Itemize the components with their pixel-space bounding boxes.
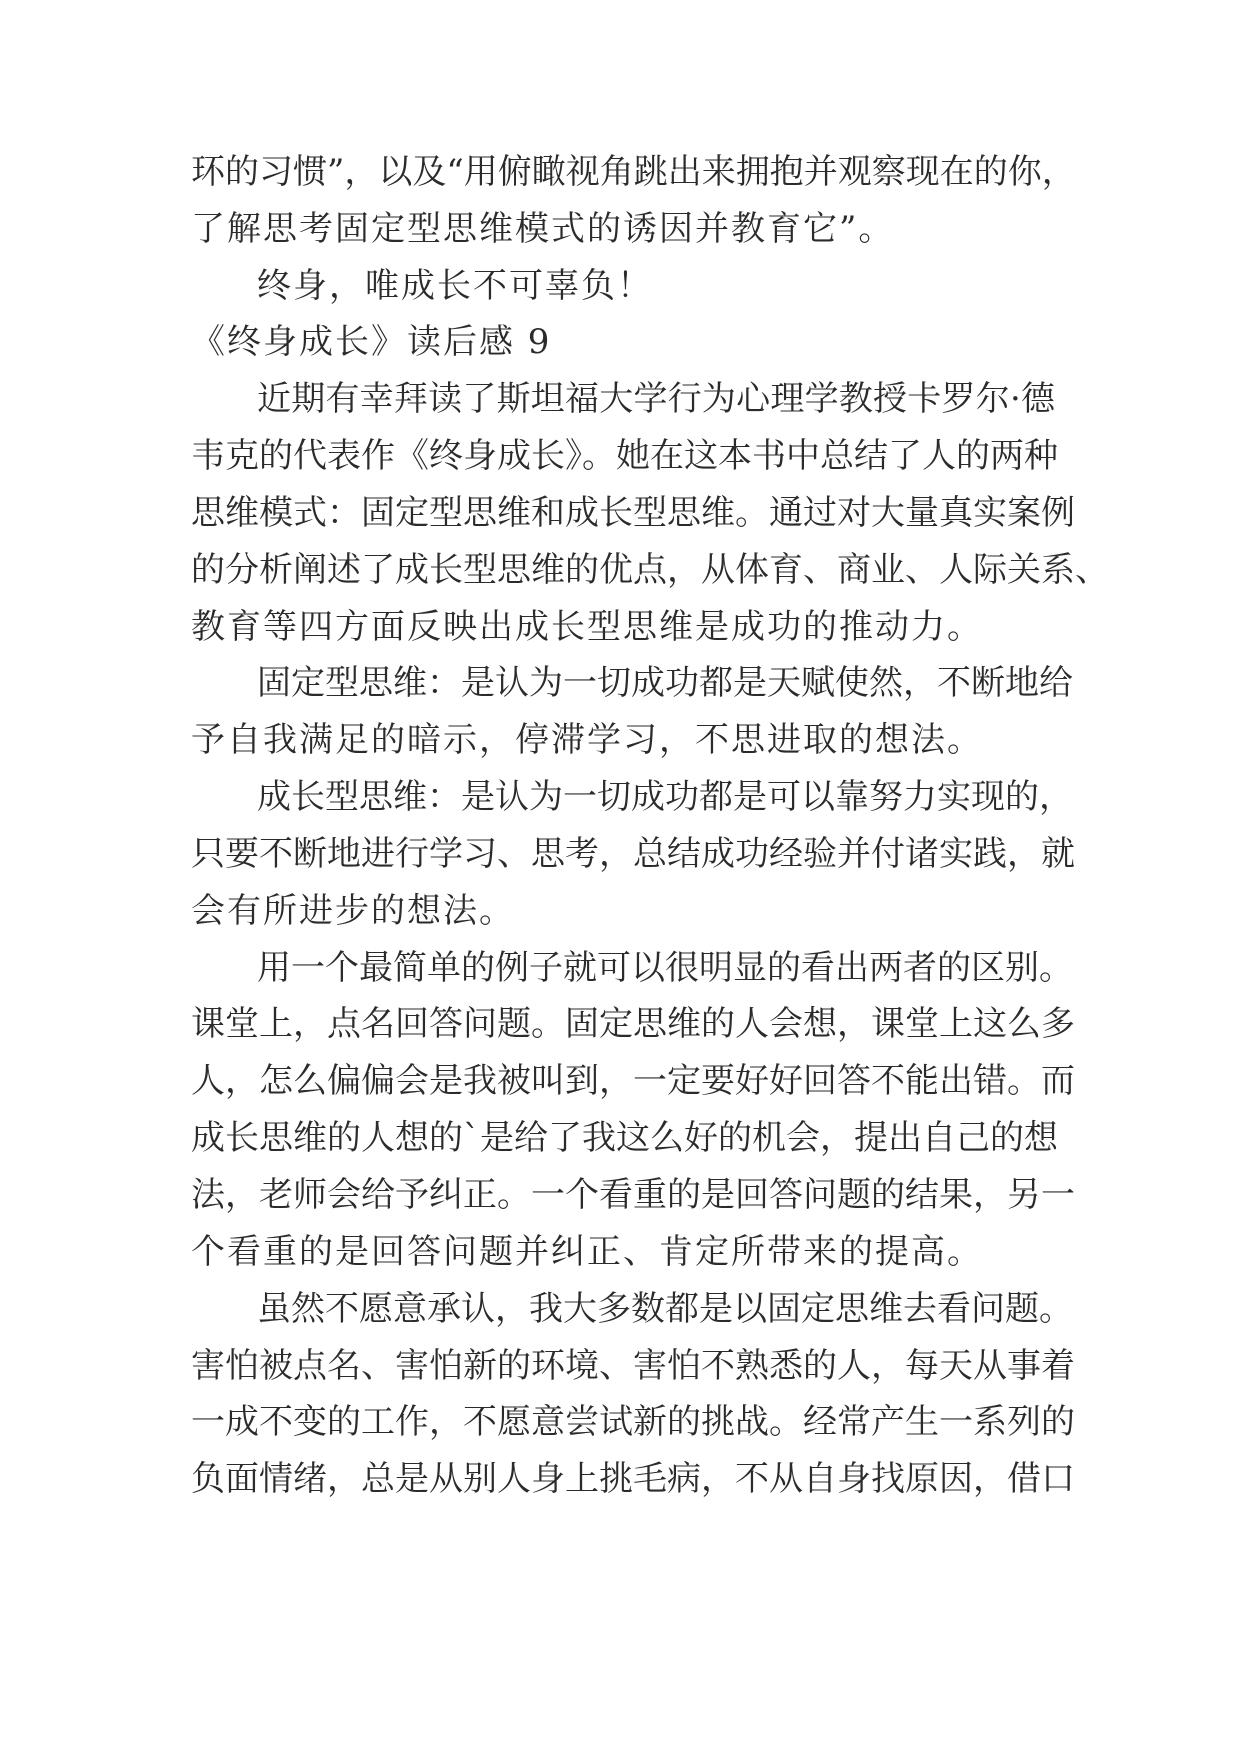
text-line: 近期有幸拜读了斯坦福大学行为心理学教授卡罗尔·德 (257, 379, 1055, 419)
section-heading: 《终身成长》读后感 9 (191, 322, 552, 362)
text-line: 教育等四方面反映出成长型思维是成功的推动力。 (191, 607, 983, 647)
text-line: 韦克的代表作《终身成长》。她在这本书中总结了人的两种 (191, 436, 1058, 476)
text-line: 课堂上，点名回答问题。固定思维的人会想，课堂上这么多 (191, 1004, 1075, 1044)
text-line: 一成不变的工作，不愿意尝试新的挑战。经常产生一系列的 (191, 1402, 1075, 1442)
text-line: 固定型思维：是认为一切成功都是天赋使然，不断地给 (257, 663, 1073, 703)
text-line: 环的习惯”，以及“用俯瞰视角跳出来拥抱并观察现在的你， (191, 152, 1076, 192)
text-line: 成长思维的人想的`是给了我这么好的机会，提出自己的想 (191, 1118, 1058, 1158)
text-line: 会有所进步的想法。 (191, 891, 515, 931)
text-line: 只要不断地进行学习、思考，总结成功经验并付诸实践，就 (191, 834, 1075, 874)
text-line: 法，老师会给予纠正。一个看重的是回答问题的结果，另一 (191, 1175, 1075, 1215)
text-line: 的分析阐述了成长型思维的优点，从体育、商业、人际关系、 (191, 550, 1109, 590)
text-line: 思维模式：固定型思维和成长型思维。通过对大量真实案例 (191, 493, 1075, 533)
text-line: 了解思考固定型思维模式的诱因并教育它”。 (191, 209, 895, 249)
text-line: 终身，唯成长不可辜负！ (257, 266, 653, 306)
text-line: 个看重的是回答问题并纠正、肯定所带来的提高。 (191, 1232, 983, 1272)
text-line: 予自我满足的暗示，停滞学习，不思进取的想法。 (191, 720, 983, 760)
text-line: 人，怎么偏偏会是我被叫到，一定要好好回答不能出错。而 (191, 1061, 1075, 1101)
text-line: 用一个最简单的例子就可以很明显的看出两者的区别。 (257, 948, 1073, 988)
text-line: 负面情绪，总是从别人身上挑毛病，不从自身找原因，借口 (191, 1459, 1075, 1499)
text-line: 虽然不愿意承认，我大多数都是以固定思维去看问题。 (257, 1289, 1073, 1329)
text-line: 害怕被点名、害怕新的环境、害怕不熟悉的人，每天从事着 (191, 1346, 1075, 1386)
text-line: 成长型思维：是认为一切成功都是可以靠努力实现的， (257, 777, 1073, 817)
